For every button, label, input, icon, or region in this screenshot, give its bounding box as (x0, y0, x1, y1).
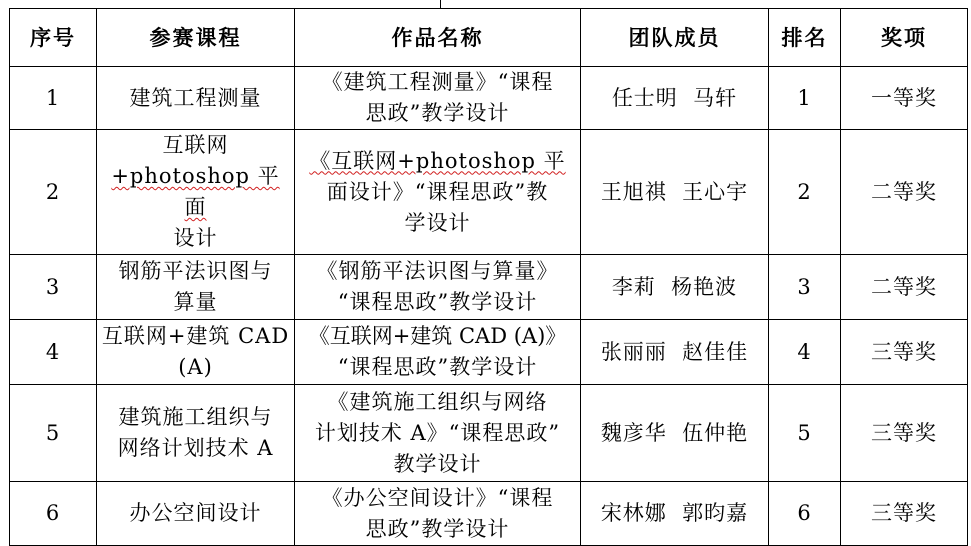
course-line: 办公空间设计 (129, 501, 262, 525)
cell-rank: 3 (769, 255, 841, 320)
work-line: 《钢筋平法识图与算量》 (316, 259, 559, 283)
cell-course (97, 320, 295, 385)
header-award: 奖项 (841, 9, 968, 67)
cell-work-title (295, 130, 581, 255)
work-line: “课程思政”教学设计 (337, 290, 538, 314)
cell-members: 任士明 马轩 (581, 67, 769, 130)
cell-serial: 6 (10, 482, 97, 546)
cell-rank: 2 (769, 130, 841, 255)
cell-rank: 4 (769, 320, 841, 385)
cell-serial: 2 (10, 130, 97, 255)
table-row (10, 320, 968, 385)
table-row (10, 385, 968, 482)
cell-award: 三等奖 (841, 482, 968, 546)
work-line: 《建筑工程测量》“课程 (321, 70, 554, 94)
awards-table (9, 8, 968, 546)
course-line: 设计 (173, 226, 218, 250)
work-line: 《办公空间设计》“课程 (321, 485, 554, 510)
header-serial: 序号 (10, 9, 97, 67)
cell-work-title (295, 482, 581, 546)
cell-award: 三等奖 (841, 385, 968, 482)
work-line: 思政”教学设计 (365, 101, 510, 125)
course-line: 钢筋平法识图与 (118, 259, 273, 283)
cell-course (97, 255, 295, 320)
work-line: “课程思政”教学设计 (337, 355, 538, 379)
cell-rank: 6 (769, 482, 841, 546)
header-rank: 排名 (769, 9, 841, 67)
cell-award: 一等奖 (841, 67, 968, 130)
work-line: 《互联网+建筑 CAD (A)》 (308, 324, 567, 348)
header-course: 参赛课程 (97, 9, 295, 67)
cell-members: 李莉 杨艳波 (581, 255, 769, 320)
course-line: 建筑施工组织与 (118, 405, 273, 429)
table-row (10, 67, 968, 130)
page-top-tick (440, 0, 441, 8)
cell-course (97, 67, 295, 130)
cell-members: 张丽丽 赵佳佳 (581, 320, 769, 385)
course-line: 算量 (173, 290, 218, 314)
cell-award: 二等奖 (841, 255, 968, 320)
work-line: 思政”教学设计 (365, 516, 510, 541)
cell-work-title (295, 67, 581, 130)
header-row (10, 9, 968, 67)
header-work-title: 作品名称 (295, 9, 581, 67)
cell-work-title (295, 255, 581, 320)
cell-members: 宋林娜 郭昀嘉 (581, 482, 769, 546)
course-line: (A) (178, 355, 213, 379)
work-line: 教学设计 (393, 451, 482, 476)
cell-course (97, 385, 295, 482)
work-line: 《互联网+photoshop 平 (309, 148, 566, 173)
work-line: 计划技术 A》“课程思政” (314, 420, 561, 445)
work-line: 学设计 (404, 210, 471, 235)
cell-serial: 4 (10, 320, 97, 385)
cell-rank: 5 (769, 385, 841, 482)
cell-serial: 5 (10, 385, 97, 482)
cell-work-title (295, 385, 581, 482)
course-line: 网络计划技术 A (117, 436, 274, 460)
course-line: 建筑工程测量 (129, 85, 262, 110)
cell-award: 三等奖 (841, 320, 968, 385)
cell-members: 王旭祺 王心宇 (581, 130, 769, 255)
work-line: 面设计》“课程思政”教 (326, 179, 549, 204)
course-line: +photoshop 平面 (111, 164, 280, 219)
cell-serial: 3 (10, 255, 97, 320)
course-line: 互联网 (162, 133, 229, 157)
course-line: 互联网+建筑 CAD (101, 324, 290, 348)
cell-work-title (295, 320, 581, 385)
cell-serial: 1 (10, 67, 97, 130)
table-row (10, 130, 968, 255)
cell-course (97, 482, 295, 546)
cell-rank: 1 (769, 67, 841, 130)
header-team-members: 团队成员 (581, 9, 769, 67)
cell-award: 二等奖 (841, 130, 968, 255)
table-row (10, 255, 968, 320)
work-line: 《建筑施工组织与网络 (327, 389, 548, 414)
table-row (10, 482, 968, 546)
cell-course (97, 130, 295, 255)
cell-members: 魏彦华 伍仲艳 (581, 385, 769, 482)
